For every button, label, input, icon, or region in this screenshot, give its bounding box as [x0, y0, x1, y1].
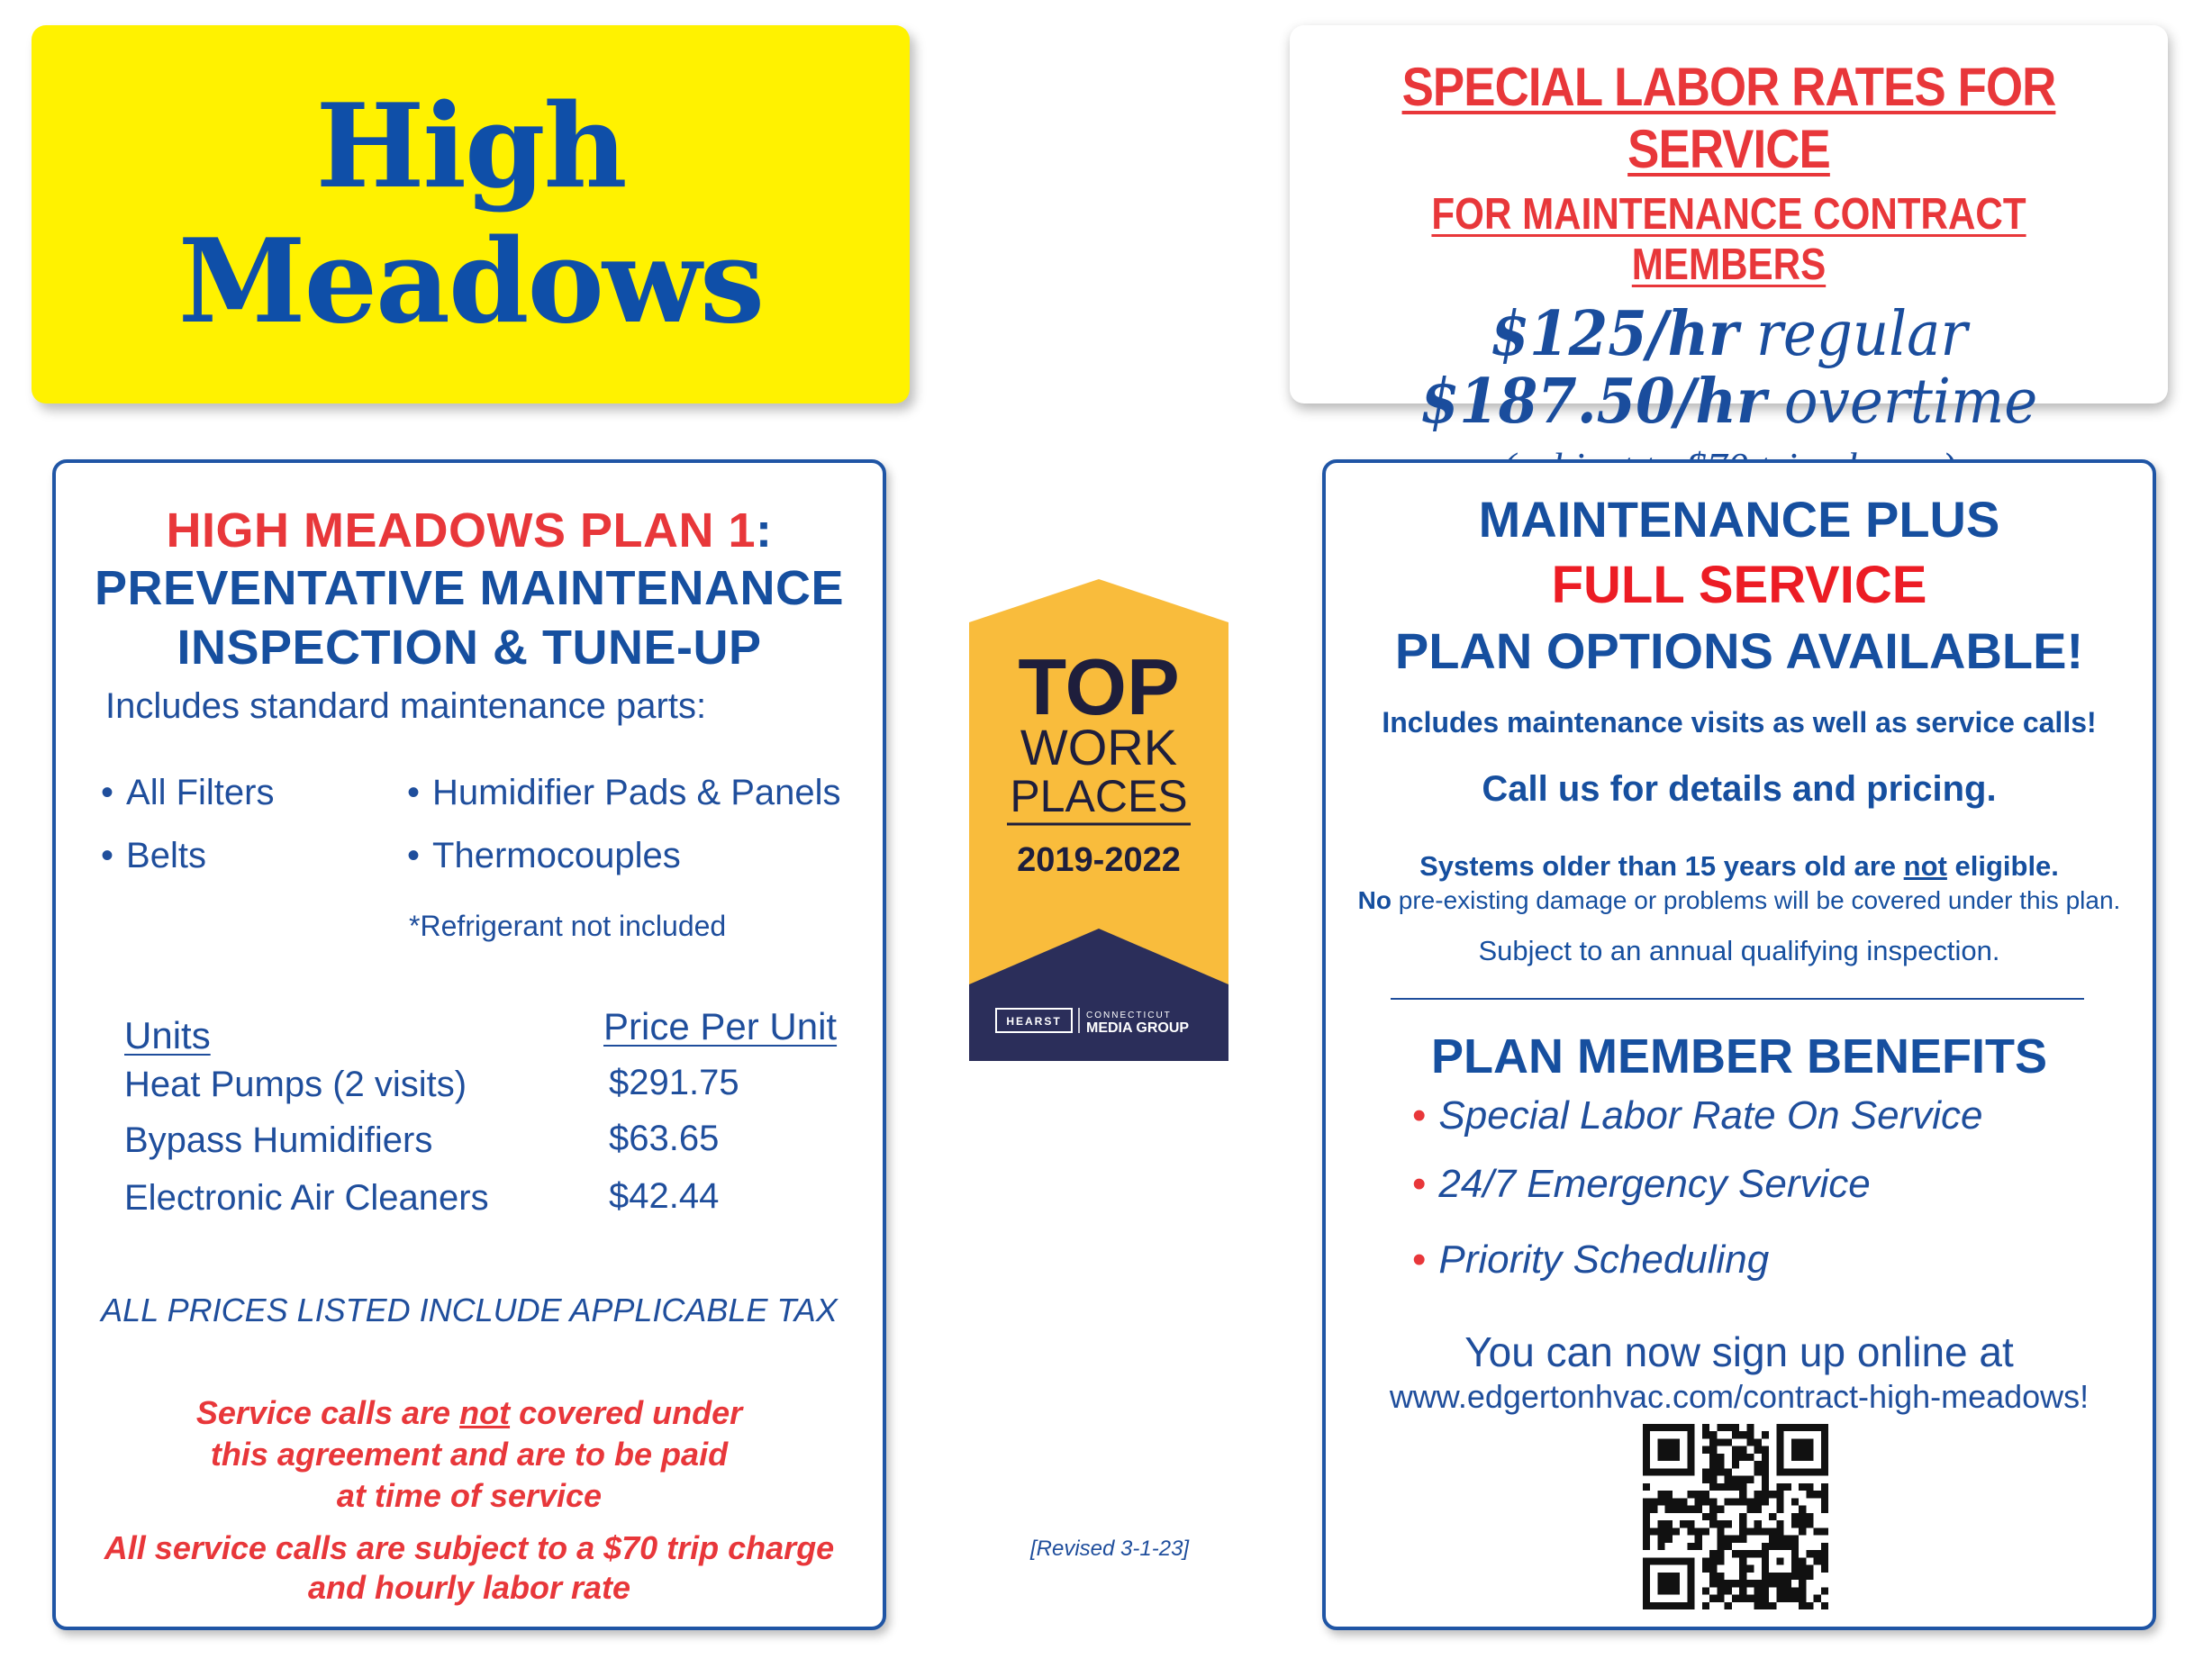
rates-subheading: FOR MAINTENANCE CONTRACT MEMBERS: [1431, 190, 2026, 289]
benefit-item: • Priority Scheduling: [1412, 1237, 1769, 1283]
badge-top-text: TOP: [1018, 642, 1180, 731]
maintenance-plus-card: [1322, 459, 2156, 1630]
regular-rate: [1325, 298, 2133, 370]
includes-label: Includes standard maintenance parts:: [105, 686, 707, 726]
qr-code[interactable]: [1643, 1424, 1828, 1609]
service-note-not: not: [459, 1394, 511, 1431]
table-row-unit: Heat Pumps (2 visits): [124, 1065, 467, 1104]
eligibility-post: eligible.: [1946, 850, 2059, 882]
plan1-title: [56, 503, 883, 558]
eligibility-note: [1326, 850, 2153, 883]
badge-places-text: PLACES: [1010, 771, 1188, 821]
plus-title-line3: PLAN OPTIONS AVAILABLE!: [1394, 622, 2084, 679]
plus-title-line1: MAINTENANCE PLUS: [1478, 491, 2000, 548]
plan1-title-line3: INSPECTION & TUNE-UP: [177, 621, 762, 675]
connecticut-text: CONNECTICUT: [1086, 1011, 1172, 1020]
top-workplaces-badge: [969, 579, 1228, 1061]
benefit-item: • Special Labor Rate On Service: [1412, 1093, 1983, 1138]
regular-rate-label: regular: [1738, 299, 1968, 370]
badge-years-text: 2019-2022: [1017, 841, 1181, 879]
units-header: Units: [124, 1014, 211, 1056]
revised-date: [Revised 3-1-23]: [1030, 1537, 1190, 1561]
rates-heading: SPECIAL LABOR RATES FOR SERVICE: [1401, 57, 2056, 179]
signup-text: You can now sign up online at: [1464, 1328, 2014, 1375]
tax-note: ALL PRICES LISTED INCLUDE APPLICABLE TAX: [101, 1292, 838, 1328]
part-item: • Humidifier Pads & Panels: [407, 773, 841, 813]
damage-note: [1326, 886, 2153, 915]
section-divider: [1391, 998, 2084, 1000]
plan1-title-line2: PREVENTATIVE MAINTENANCE: [94, 561, 845, 615]
overtime-rate: [1325, 368, 2133, 436]
table-row-price: $291.75: [609, 1063, 739, 1102]
title-line-1: High: [315, 79, 626, 214]
eligibility-not: not: [1903, 850, 1947, 882]
plus-title-line2: FULL SERVICE: [1551, 556, 1927, 614]
refrigerant-note: *Refrigerant not included: [409, 910, 727, 942]
regular-rate-amount: $125/hr: [1490, 298, 1739, 370]
trip-note-line2: and hourly labor rate: [307, 1569, 631, 1606]
service-note-post: covered under: [510, 1394, 743, 1431]
damage-rest: pre-existing damage or problems will be covered under this plan.: [1392, 886, 2121, 914]
table-row-price: $42.44: [609, 1176, 720, 1216]
eligibility-pre: Systems older than 15 years old are: [1419, 850, 1904, 882]
plan1-card: [52, 459, 886, 1630]
part-item: • Thermocouples: [407, 836, 681, 876]
table-row-unit: Electronic Air Cleaners: [124, 1178, 489, 1218]
benefit-item: • 24/7 Emergency Service: [1412, 1162, 1871, 1207]
plan1-title-colon: :: [756, 503, 773, 558]
price-header: Price Per Unit: [603, 1005, 838, 1047]
service-note-line3: at time of service: [336, 1477, 603, 1514]
title-banner: [32, 25, 910, 403]
plus-call: Call us for details and pricing.: [1482, 769, 1997, 809]
part-item: • All Filters: [101, 773, 274, 813]
badge-work-text: WORK: [1020, 719, 1178, 775]
special-rates-card: [1290, 25, 2168, 438]
plan1-title-name: HIGH MEADOWS PLAN 1: [166, 503, 757, 558]
benefits-title: PLAN MEMBER BENEFITS: [1430, 1029, 2048, 1083]
part-item: • Belts: [101, 836, 206, 876]
trip-note-line1: All service calls are subject to a $70 trip charge: [104, 1529, 835, 1566]
table-row-price: $63.65: [609, 1119, 720, 1158]
media-group-text: MEDIA GROUP: [1086, 1020, 1190, 1036]
plus-includes: Includes maintenance visits as well as service calls!: [1382, 706, 2097, 739]
overtime-rate-label: overtime: [1765, 367, 2038, 438]
service-note: [56, 1392, 883, 1434]
service-note-pre: Service calls are: [195, 1394, 460, 1431]
damage-no: No: [1357, 886, 1392, 914]
inspection-note: Subject to an annual qualifying inspection.: [1478, 935, 2000, 966]
service-note-line2: this agreement and are to be paid: [210, 1436, 729, 1473]
title-line-2: Meadows: [177, 214, 764, 349]
signup-url-link[interactable]: www.edgertonhvac.com/contract-high-meadows!: [1389, 1378, 2090, 1415]
table-row-unit: Bypass Humidifiers: [124, 1120, 433, 1160]
overtime-rate-amount: $187.50/hr: [1419, 366, 1766, 438]
hearst-logo-text: HEARST: [1006, 1015, 1062, 1028]
